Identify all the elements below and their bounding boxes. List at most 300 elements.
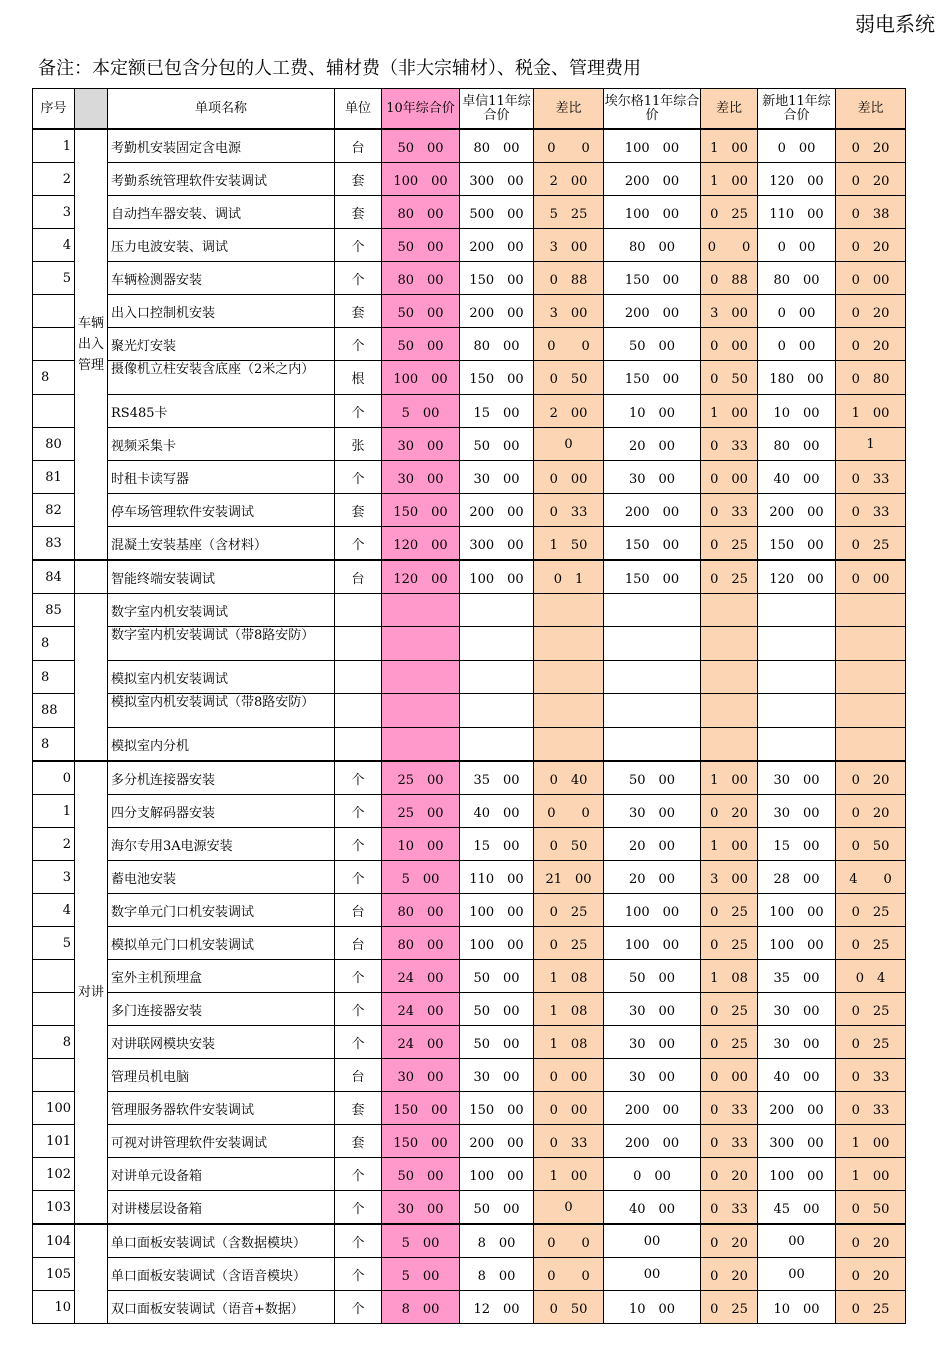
header-category xyxy=(75,89,108,130)
row-diff-3: 0 33 xyxy=(836,1092,906,1125)
table-row xyxy=(33,494,906,527)
row-diff-2: 0 33 xyxy=(701,1092,758,1125)
row-diff-1: 0 50 xyxy=(534,361,604,395)
row-diff-3 xyxy=(836,627,906,661)
row-seq xyxy=(33,960,75,993)
row-seq: 8 xyxy=(33,661,75,694)
row-unit: 台 xyxy=(335,560,382,594)
row-price-zhuoxin: 100 00 xyxy=(460,927,534,960)
row-diff-3: 0 20 xyxy=(836,163,906,196)
row-diff-2: 0 88 xyxy=(701,262,758,295)
row-name: 聚光灯安装 xyxy=(108,328,335,361)
header-diff-2: 差比 xyxy=(701,89,758,130)
row-price-xindi: 00 xyxy=(758,1258,836,1291)
row-diff-2: 0 20 xyxy=(701,1158,758,1191)
row-seq: 8 xyxy=(33,728,75,762)
row-unit: 个 xyxy=(335,395,382,428)
row-unit: 个 xyxy=(335,960,382,993)
row-price-zhuoxin xyxy=(460,594,534,627)
row-price-aierge: 80 00 xyxy=(604,229,701,262)
category-cell: 车辆出入管理 xyxy=(75,129,108,560)
row-price-10: 80 00 xyxy=(382,262,460,295)
row-seq: 8 xyxy=(33,627,75,661)
row-price-aierge: 20 00 xyxy=(604,428,701,461)
row-diff-2: 1 00 xyxy=(701,129,758,163)
row-price-zhuoxin: 35 00 xyxy=(460,761,534,795)
row-price-10: 100 00 xyxy=(382,163,460,196)
row-seq: 100 xyxy=(33,1092,75,1125)
row-diff-2 xyxy=(701,694,758,728)
row-diff-2: 1 00 xyxy=(701,395,758,428)
row-seq: 1 xyxy=(33,129,75,163)
row-unit: 个 xyxy=(335,328,382,361)
row-price-zhuoxin: 100 00 xyxy=(460,1158,534,1191)
row-price-zhuoxin xyxy=(460,661,534,694)
row-diff-2: 0 25 xyxy=(701,196,758,229)
row-diff-1: 1 08 xyxy=(534,993,604,1026)
row-unit: 个 xyxy=(335,527,382,561)
row-price-zhuoxin: 200 00 xyxy=(460,1125,534,1158)
row-price-10: 50 00 xyxy=(382,328,460,361)
row-seq: 0 xyxy=(33,761,75,795)
row-seq: 5 xyxy=(33,927,75,960)
row-diff-2: 0 33 xyxy=(701,494,758,527)
row-seq xyxy=(33,1059,75,1092)
row-name: 模拟室内机安装调试（带8路安防） xyxy=(108,694,335,728)
row-price-10 xyxy=(382,594,460,627)
row-diff-3: 0 00 xyxy=(836,560,906,594)
row-price-xindi: 110 00 xyxy=(758,196,836,229)
row-name: 自动挡车器安装、调试 xyxy=(108,196,335,229)
row-diff-1: 2 00 xyxy=(534,163,604,196)
row-diff-3 xyxy=(836,694,906,728)
row-diff-1: 5 25 xyxy=(534,196,604,229)
row-unit: 套 xyxy=(335,196,382,229)
row-price-xindi: 180 00 xyxy=(758,361,836,395)
row-unit: 根 xyxy=(335,361,382,395)
row-seq: 3 xyxy=(33,861,75,894)
row-diff-2: 0 00 xyxy=(701,461,758,494)
row-diff-2: 0 25 xyxy=(701,894,758,927)
row-diff-1: 0 33 xyxy=(534,1125,604,1158)
table-row xyxy=(33,1224,906,1258)
row-diff-1: 3 00 xyxy=(534,229,604,262)
row-diff-1: 0 25 xyxy=(534,927,604,960)
row-diff-2: 0 33 xyxy=(701,1125,758,1158)
row-diff-3: 0 33 xyxy=(836,494,906,527)
row-price-10: 24 00 xyxy=(382,1026,460,1059)
row-seq xyxy=(33,395,75,428)
row-diff-1: 0 1 xyxy=(534,560,604,594)
table-row xyxy=(33,428,906,461)
row-price-xindi xyxy=(758,661,836,694)
row-unit: 台 xyxy=(335,129,382,163)
row-diff-3: 0 25 xyxy=(836,527,906,561)
row-price-aierge xyxy=(604,627,701,661)
row-diff-1: 0 50 xyxy=(534,1291,604,1324)
row-unit: 个 xyxy=(335,229,382,262)
row-price-10: 50 00 xyxy=(382,129,460,163)
row-diff-1: 0 00 xyxy=(534,1059,604,1092)
row-seq: 8 xyxy=(33,361,75,395)
row-price-xindi: 300 00 xyxy=(758,1125,836,1158)
row-price-10: 50 00 xyxy=(382,295,460,328)
row-price-zhuoxin: 12 00 xyxy=(460,1291,534,1324)
table-row xyxy=(33,761,906,795)
table-row xyxy=(33,795,906,828)
row-seq: 10 xyxy=(33,1291,75,1324)
row-diff-2: 0 25 xyxy=(701,560,758,594)
row-price-10: 5 00 xyxy=(382,395,460,428)
row-price-10: 150 00 xyxy=(382,494,460,527)
row-diff-3: 0 25 xyxy=(836,1291,906,1324)
row-diff-3: 0 20 xyxy=(836,229,906,262)
row-price-xindi: 80 00 xyxy=(758,428,836,461)
table-row xyxy=(33,927,906,960)
row-price-10 xyxy=(382,627,460,661)
row-price-zhuoxin: 50 00 xyxy=(460,993,534,1026)
row-diff-1 xyxy=(534,694,604,728)
row-price-zhuoxin: 15 00 xyxy=(460,395,534,428)
row-name: 时租卡读写器 xyxy=(108,461,335,494)
row-price-xindi xyxy=(758,728,836,762)
row-price-aierge: 00 xyxy=(604,1224,701,1258)
table-row xyxy=(33,527,906,561)
table-row xyxy=(33,627,906,661)
row-price-10: 120 00 xyxy=(382,527,460,561)
table-row xyxy=(33,661,906,694)
row-price-zhuoxin: 8 00 xyxy=(460,1224,534,1258)
table-row xyxy=(33,594,906,627)
row-price-xindi: 80 00 xyxy=(758,262,836,295)
row-price-xindi: 0 00 xyxy=(758,229,836,262)
header-seq: 序号 xyxy=(33,89,75,130)
row-price-10: 5 00 xyxy=(382,861,460,894)
row-price-aierge: 150 00 xyxy=(604,527,701,561)
row-diff-2: 1 00 xyxy=(701,828,758,861)
row-seq: 102 xyxy=(33,1158,75,1191)
row-price-aierge: 200 00 xyxy=(604,1092,701,1125)
row-diff-1: 0 40 xyxy=(534,761,604,795)
table-row xyxy=(33,163,906,196)
row-price-xindi: 15 00 xyxy=(758,828,836,861)
table-row xyxy=(33,894,906,927)
row-price-zhuoxin: 50 00 xyxy=(460,1191,534,1225)
row-price-aierge: 150 00 xyxy=(604,361,701,395)
row-name: 模拟室内机安装调试 xyxy=(108,661,335,694)
row-price-zhuoxin: 150 00 xyxy=(460,361,534,395)
row-unit: 个 xyxy=(335,1191,382,1225)
row-price-10: 5 00 xyxy=(382,1224,460,1258)
row-price-xindi xyxy=(758,694,836,728)
row-price-xindi: 150 00 xyxy=(758,527,836,561)
header-name: 单项名称 xyxy=(108,89,335,130)
row-name: 考勤系统管理软件安装调试 xyxy=(108,163,335,196)
row-diff-1: 0 0 xyxy=(534,129,604,163)
row-unit: 个 xyxy=(335,828,382,861)
row-unit: 张 xyxy=(335,428,382,461)
table-row xyxy=(33,1191,906,1225)
row-name: 出入口控制机安装 xyxy=(108,295,335,328)
remark-note: 备注：本定额已包含分包的人工费、辅材费（非大宗辅材）、税金、管理费用 xyxy=(38,58,641,79)
row-price-aierge: 200 00 xyxy=(604,295,701,328)
row-diff-1 xyxy=(534,594,604,627)
row-price-zhuoxin: 50 00 xyxy=(460,1026,534,1059)
row-name: 数字室内机安装调试（带8路安防） xyxy=(108,627,335,661)
row-price-xindi: 40 00 xyxy=(758,1059,836,1092)
row-diff-2: 1 00 xyxy=(701,761,758,795)
row-diff-1: 1 08 xyxy=(534,1026,604,1059)
table-row xyxy=(33,1291,906,1324)
row-diff-1: 0 0 xyxy=(534,795,604,828)
row-seq xyxy=(33,993,75,1026)
row-diff-1: 1 00 xyxy=(534,1158,604,1191)
row-diff-2: 0 50 xyxy=(701,361,758,395)
table-row xyxy=(33,229,906,262)
row-diff-2: 0 33 xyxy=(701,1191,758,1225)
row-price-xindi: 00 xyxy=(758,1224,836,1258)
row-name: 四分支解码器安装 xyxy=(108,795,335,828)
row-price-zhuoxin: 150 00 xyxy=(460,262,534,295)
row-diff-3: 0 25 xyxy=(836,927,906,960)
row-price-zhuoxin: 30 00 xyxy=(460,461,534,494)
row-seq: 85 xyxy=(33,594,75,627)
row-diff-3: 0 20 xyxy=(836,761,906,795)
row-price-aierge xyxy=(604,661,701,694)
row-price-aierge: 100 00 xyxy=(604,129,701,163)
row-seq: 88 xyxy=(33,694,75,728)
row-name: 车辆检测器安装 xyxy=(108,262,335,295)
row-price-aierge: 200 00 xyxy=(604,163,701,196)
row-diff-2 xyxy=(701,627,758,661)
row-name: 海尔专用3A电源安装 xyxy=(108,828,335,861)
row-diff-3: 0 20 xyxy=(836,295,906,328)
table-row xyxy=(33,861,906,894)
row-price-xindi: 30 00 xyxy=(758,993,836,1026)
row-seq xyxy=(33,295,75,328)
row-unit: 个 xyxy=(335,795,382,828)
row-diff-2: 0 25 xyxy=(701,993,758,1026)
row-price-aierge: 30 00 xyxy=(604,461,701,494)
row-diff-2: 0 25 xyxy=(701,1026,758,1059)
row-price-aierge: 200 00 xyxy=(604,494,701,527)
row-diff-1: 0 0 xyxy=(534,1258,604,1291)
row-name: 单口面板安装调试（含数据模块） xyxy=(108,1224,335,1258)
row-name: 数字单元门口机安装调试 xyxy=(108,894,335,927)
row-diff-2: 0 20 xyxy=(701,1224,758,1258)
row-price-xindi: 30 00 xyxy=(758,1026,836,1059)
row-price-10: 80 00 xyxy=(382,894,460,927)
row-price-xindi: 30 00 xyxy=(758,761,836,795)
row-unit: 个 xyxy=(335,1026,382,1059)
row-price-xindi: 0 00 xyxy=(758,129,836,163)
row-price-aierge: 10 00 xyxy=(604,395,701,428)
row-diff-2 xyxy=(701,728,758,762)
row-diff-1: 1 50 xyxy=(534,527,604,561)
row-price-zhuoxin: 100 00 xyxy=(460,894,534,927)
row-price-10: 10 00 xyxy=(382,828,460,861)
row-price-aierge: 30 00 xyxy=(604,795,701,828)
table-row xyxy=(33,328,906,361)
row-price-10 xyxy=(382,728,460,762)
row-price-zhuoxin xyxy=(460,728,534,762)
header-aierge: 埃尔格11年综合价 xyxy=(604,89,701,130)
row-price-xindi: 120 00 xyxy=(758,560,836,594)
row-diff-1 xyxy=(534,728,604,762)
row-name: 管理服务器软件安装调试 xyxy=(108,1092,335,1125)
row-unit: 台 xyxy=(335,894,382,927)
row-price-xindi: 28 00 xyxy=(758,861,836,894)
row-price-xindi: 35 00 xyxy=(758,960,836,993)
table-row xyxy=(33,828,906,861)
row-unit: 个 xyxy=(335,461,382,494)
header-diff-3: 差比 xyxy=(836,89,906,130)
row-price-10: 30 00 xyxy=(382,428,460,461)
row-diff-1: 0 33 xyxy=(534,494,604,527)
row-price-zhuoxin: 15 00 xyxy=(460,828,534,861)
row-name: 模拟室内分机 xyxy=(108,728,335,762)
row-price-xindi: 30 00 xyxy=(758,795,836,828)
row-price-10: 80 00 xyxy=(382,196,460,229)
row-diff-1: 0 xyxy=(534,1191,604,1225)
row-name: 对讲联网模块安装 xyxy=(108,1026,335,1059)
row-price-aierge: 0 00 xyxy=(604,1158,701,1191)
row-name: 多门连接器安装 xyxy=(108,993,335,1026)
row-price-aierge: 30 00 xyxy=(604,1059,701,1092)
row-diff-3: 0 25 xyxy=(836,993,906,1026)
row-unit xyxy=(335,694,382,728)
row-name: 蓄电池安装 xyxy=(108,861,335,894)
row-seq: 103 xyxy=(33,1191,75,1225)
header-zhuoxin: 卓信11年综合价 xyxy=(460,89,534,130)
row-name: 摄像机立柱安装含底座（2米之内） xyxy=(108,361,335,395)
row-seq: 80 xyxy=(33,428,75,461)
row-name: 对讲楼层设备箱 xyxy=(108,1191,335,1225)
row-price-10 xyxy=(382,694,460,728)
row-diff-2: 0 25 xyxy=(701,527,758,561)
table-row xyxy=(33,395,906,428)
row-price-10: 50 00 xyxy=(382,1158,460,1191)
row-price-aierge: 20 00 xyxy=(604,861,701,894)
row-unit: 个 xyxy=(335,1158,382,1191)
row-unit: 个 xyxy=(335,1224,382,1258)
row-price-zhuoxin: 150 00 xyxy=(460,1092,534,1125)
row-price-xindi: 10 00 xyxy=(758,395,836,428)
row-price-10: 8 00 xyxy=(382,1291,460,1324)
row-unit xyxy=(335,661,382,694)
table-row xyxy=(33,728,906,762)
row-diff-3: 0 50 xyxy=(836,828,906,861)
row-unit: 个 xyxy=(335,262,382,295)
row-diff-2: 0 20 xyxy=(701,795,758,828)
row-name: 室外主机预埋盒 xyxy=(108,960,335,993)
row-price-aierge: 100 00 xyxy=(604,894,701,927)
row-price-aierge: 100 00 xyxy=(604,927,701,960)
table-row xyxy=(33,129,906,163)
row-diff-3: 0 33 xyxy=(836,461,906,494)
row-unit xyxy=(335,728,382,762)
row-diff-3: 0 20 xyxy=(836,129,906,163)
row-diff-3: 0 20 xyxy=(836,1224,906,1258)
table-row xyxy=(33,295,906,328)
row-price-10: 30 00 xyxy=(382,1059,460,1092)
table-row xyxy=(33,1258,906,1291)
row-diff-3: 0 25 xyxy=(836,894,906,927)
row-price-aierge xyxy=(604,728,701,762)
row-unit: 套 xyxy=(335,295,382,328)
row-diff-1 xyxy=(534,627,604,661)
category-cell xyxy=(75,594,108,762)
row-diff-2: 0 20 xyxy=(701,1258,758,1291)
row-price-aierge: 10 00 xyxy=(604,1291,701,1324)
row-name: 对讲单元设备箱 xyxy=(108,1158,335,1191)
row-unit: 套 xyxy=(335,1092,382,1125)
row-diff-3: 1 00 xyxy=(836,1158,906,1191)
row-name: 停车场管理软件安装调试 xyxy=(108,494,335,527)
row-price-xindi xyxy=(758,594,836,627)
row-seq: 4 xyxy=(33,229,75,262)
row-price-aierge: 50 00 xyxy=(604,328,701,361)
row-price-xindi: 10 00 xyxy=(758,1291,836,1324)
table-row xyxy=(33,1092,906,1125)
row-price-10: 50 00 xyxy=(382,229,460,262)
row-price-10: 24 00 xyxy=(382,993,460,1026)
row-seq: 83 xyxy=(33,527,75,561)
table-body xyxy=(33,129,906,1324)
row-price-zhuoxin: 200 00 xyxy=(460,295,534,328)
row-diff-2: 0 00 xyxy=(701,328,758,361)
row-diff-3: 0 4 xyxy=(836,960,906,993)
header-diff-1: 差比 xyxy=(534,89,604,130)
row-unit xyxy=(335,627,382,661)
row-price-xindi xyxy=(758,627,836,661)
row-price-zhuoxin: 80 00 xyxy=(460,129,534,163)
row-price-aierge: 20 00 xyxy=(604,828,701,861)
row-diff-2: 0 25 xyxy=(701,1291,758,1324)
header-unit: 单位 xyxy=(335,89,382,130)
table-row xyxy=(33,1026,906,1059)
row-price-xindi: 45 00 xyxy=(758,1191,836,1225)
header-xindi: 新地11年综合价 xyxy=(758,89,836,130)
row-unit: 个 xyxy=(335,993,382,1026)
row-price-zhuoxin: 100 00 xyxy=(460,560,534,594)
category-cell: 对讲 xyxy=(75,761,108,1224)
row-name: 管理员机电脑 xyxy=(108,1059,335,1092)
row-price-aierge xyxy=(604,694,701,728)
row-diff-1: 0 50 xyxy=(534,828,604,861)
table-row xyxy=(33,993,906,1026)
row-diff-2: 0 33 xyxy=(701,428,758,461)
row-name: 数字室内机安装调试 xyxy=(108,594,335,627)
price-table xyxy=(32,88,906,1324)
header-row xyxy=(33,89,906,130)
row-seq xyxy=(33,328,75,361)
category-cell xyxy=(75,560,108,594)
row-price-zhuoxin: 300 00 xyxy=(460,527,534,561)
row-diff-3: 1 00 xyxy=(836,1125,906,1158)
row-diff-3: 0 20 xyxy=(836,1258,906,1291)
row-price-zhuoxin: 8 00 xyxy=(460,1258,534,1291)
row-price-aierge: 30 00 xyxy=(604,1026,701,1059)
row-price-aierge xyxy=(604,594,701,627)
row-seq: 105 xyxy=(33,1258,75,1291)
row-seq: 82 xyxy=(33,494,75,527)
table-row xyxy=(33,1125,906,1158)
row-diff-3: 1 xyxy=(836,428,906,461)
row-diff-1: 0 0 xyxy=(534,1224,604,1258)
row-price-xindi: 100 00 xyxy=(758,894,836,927)
row-unit: 个 xyxy=(335,1291,382,1324)
